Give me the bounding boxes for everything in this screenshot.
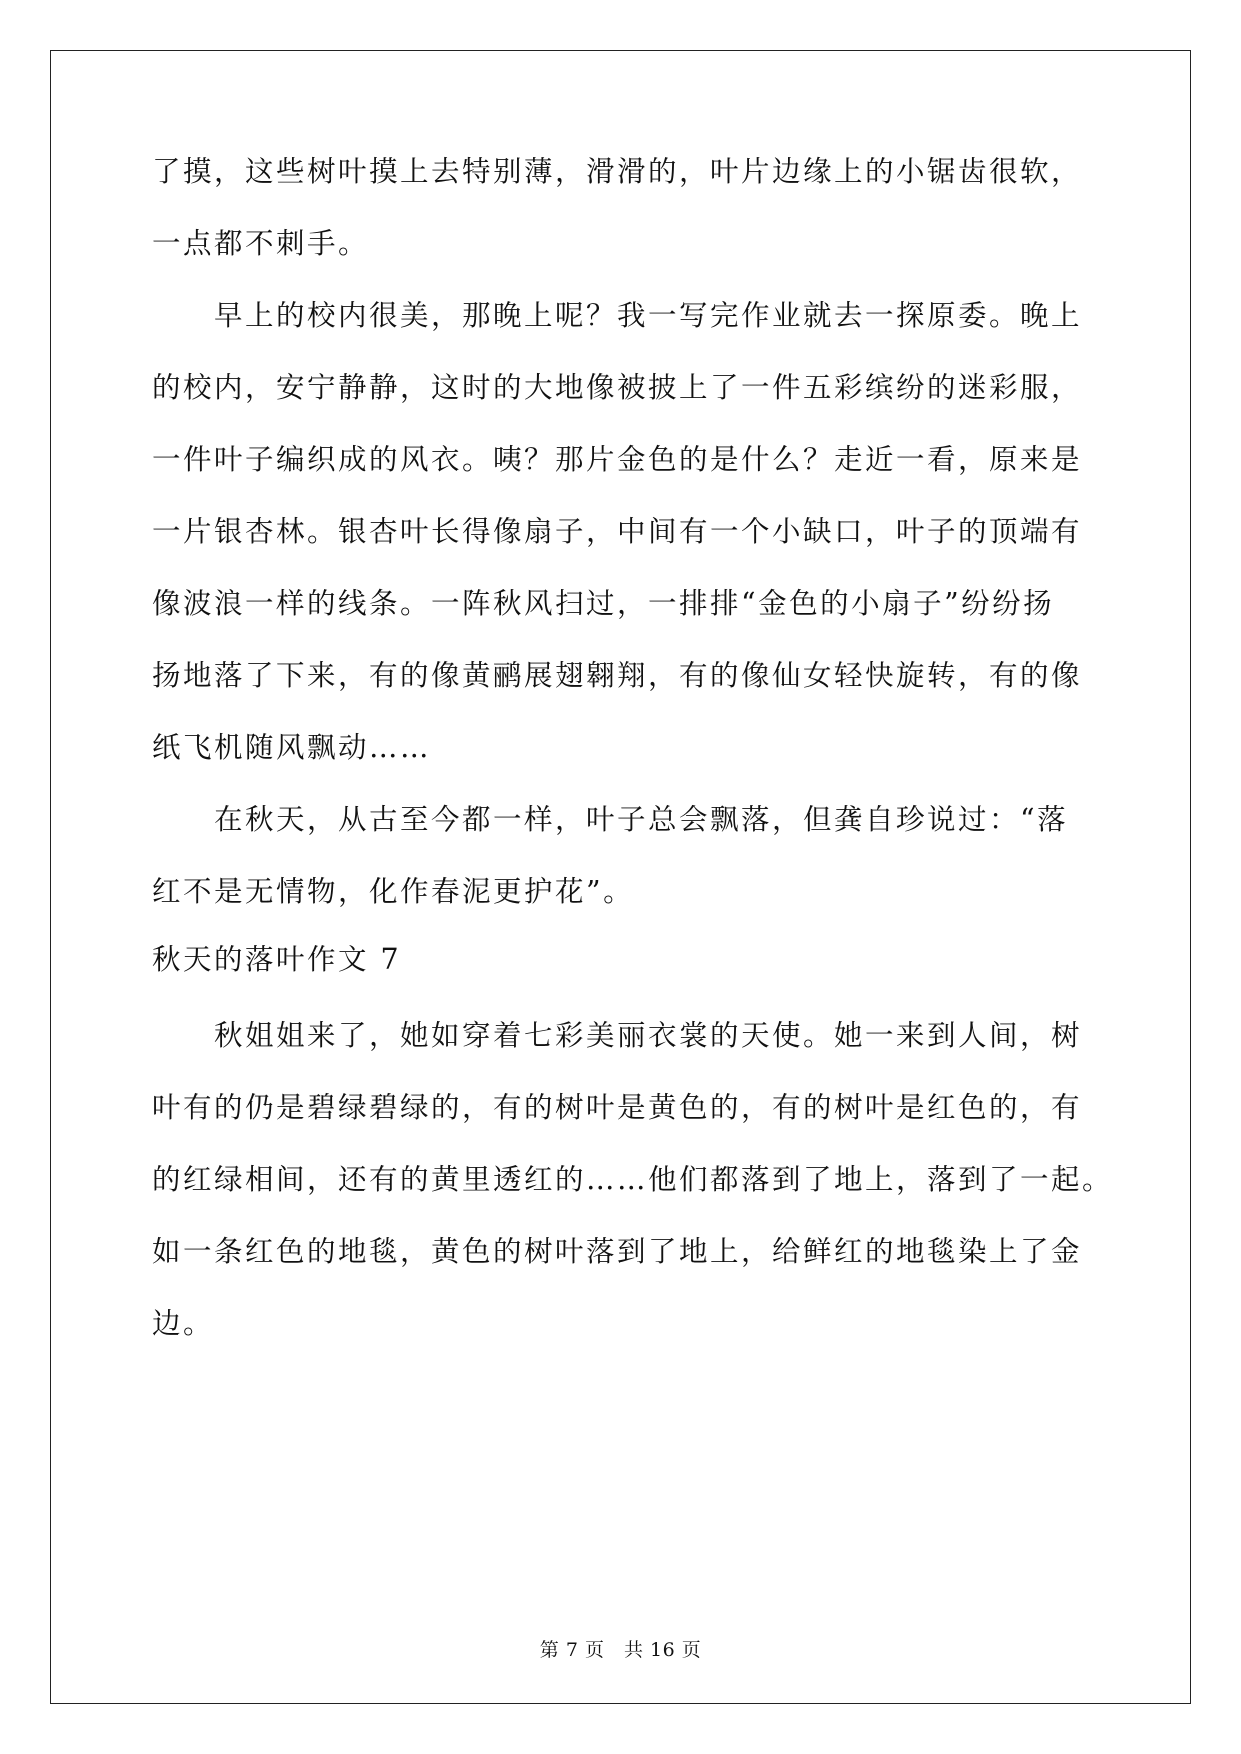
text-line: 扬地落了下来，有的像黄鹂展翅翱翔，有的像仙女轻快旋转，有的像 [152,659,1083,692]
text-line: 纸飞机随风飘动…… [152,731,432,764]
text-line: 红不是无情物，化作春泥更护花”。 [152,875,635,908]
paragraph-start-line: 早上的校内很美，那晚上呢？我一写完作业就去一探原委。晚上 [152,299,1083,332]
text-line: 了摸，这些树叶摸上去特别薄，滑滑的，叶片边缘上的小锯齿很软， [152,155,1083,188]
text-line: 叶有的仍是碧绿碧绿的，有的树叶是黄色的，有的树叶是红色的，有 [152,1091,1083,1124]
paragraph-start-line: 在秋天，从古至今都一样，叶子总会飘落，但龚自珍说过：“落 [152,803,1069,836]
paragraph-start-line: 秋姐姐来了，她如穿着七彩美丽衣裳的天使。她一来到人间，树 [152,1019,1083,1052]
text-line: 一件叶子编织成的风衣。咦？那片金色的是什么？走近一看，原来是 [152,443,1083,476]
section-heading: 秋天的落叶作文 7 [152,943,402,976]
page-footer: 第 7 页 共 16 页 [539,1639,702,1661]
text-line: 的红绿相间，还有的黄里透红的……他们都落到了地上，落到了一起。 [152,1163,1114,1196]
text-line: 像波浪一样的线条。一阵秋风扫过，一排排“金色的小扇子”纷纷扬 [152,587,1055,620]
text-line: 的校内，安宁静静，这时的大地像被披上了一件五彩缤纷的迷彩服， [152,371,1083,404]
text-line: 边。 [152,1307,215,1340]
text-line: 一点都不刺手。 [152,227,370,260]
text-line: 如一条红色的地毯，黄色的树叶落到了地上，给鲜红的地毯染上了金 [152,1235,1083,1268]
text-line: 一片银杏林。银杏叶长得像扇子，中间有一个小缺口，叶子的顶端有 [152,515,1083,548]
